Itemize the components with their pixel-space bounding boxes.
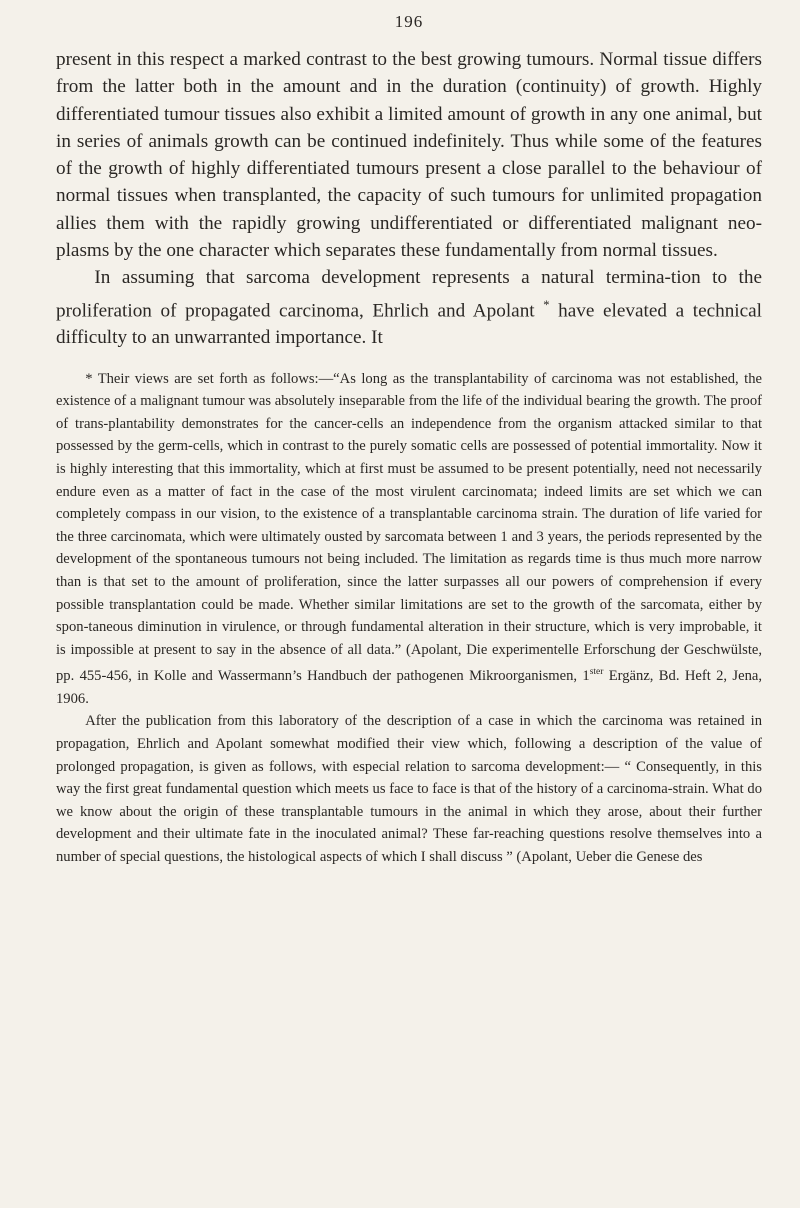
body-paragraph-2-end: have elevated a technical difficulty to an unwarranted importance. It — [56, 300, 763, 349]
body-paragraph-1: present in this respect a marked contrast to the best growing tumours. Normal tissue differs from the latter both in the amount and in the duration (continuity) of growth. Highly differentiated tumour tissues also exhibit a limited amount of growth in any one animal, but in series of animals growth can be continued indefinitely. Thus while some of the features of the growth of highly differentiated tumours present a close parallel to the behaviour of normal tissues when transplanted, the capacity of such tumours for unlimited propagation allies them with the rapidly growing undifferentiated or differentiated malignant neo-plasms by the one character which separates these fundamentally from normal tissues. — [56, 49, 762, 262]
page-number: 196 — [394, 12, 424, 31]
footnote-paragraph-2: After the publication from this laboratory of the description of a case in which the carcinoma was retained in propagation, Ehrlich and Apolant somewhat modified their view which, following a description of the value of prolonged propagation, is given as follows, with especial relation to sarcoma development:— “ Consequently, in this way the first great fundamental question which meets us face to face is that of the history of a carcinoma-strain. What do we know about the origin of these transplantable tumours in the animal in which they arose, about their further development and their ultimate fate in the inoculated animal? These far-reaching questions resolve themselves into a number of special questions, the histological aspects of which I shall discuss ” (Apolant, Ueber die Genese des — [56, 713, 762, 865]
footnote-reference-marker: * — [543, 297, 550, 312]
footnote — [56, 368, 762, 869]
footnote-paragraph-1-end: Ergänz, Bd. Heft 2, Jena, 1906. — [56, 668, 762, 707]
body-paragraph-2 — [56, 264, 762, 351]
footnote-paragraph-1 — [56, 368, 762, 711]
main-text — [56, 46, 762, 352]
footnote-paragraph-1-text: * Their views are set forth as follows:—“As long as the transplantability of carcinoma was not established, the existence of a malignant tumour was absolutely inseparable from the life of the individual bearing the growth. The proof of trans-plantability demonstrates for the cancer-cells an independence from the organism attacked similar to that possessed by the germ-cells, which in contrast to the purely somatic cells are possessed of potential immortality. Now it is highly interesting that this immortality, which at first must be assumed to be present potentially, need not necessarily endure even as a matter of fact in the case of the most virulent carcinomata; indeed limits are set which we can completely compass in our vision, to the existence of a transplantable carcinoma strain. The duration of life varied for the three carcinomata, which were ultimately ousted by sarcomata between 1 and 3 years, the periods represented by the development of the spontaneous tumours not being included. The limitation as regards time is thus much more narrow than is that set to the amount of proliferation, since the latter surpasses all our powers of comprehension if every possible transplantation could be made. Whether similar limitations are set to the growth of the sarcomata, either by spon-taneous diminution in virulence, or through fundamental alteration in their structure, which is very improbable, it is impossible at present to say in the absence of all data.” (Apolant, Die experimentelle Erforschung der Geschwülste, pp. 455-456, in Kolle and Wassermann’s Handbuch der pathogenen Mikroorganismen, 1 — [56, 370, 762, 685]
footnote-superscript: ster — [589, 667, 604, 678]
body-paragraph-2-text: In assuming that sarcoma development represents a natural termina-tion to the proliferation of propagated carcinoma, Ehrlich and Apolant — [56, 267, 762, 322]
